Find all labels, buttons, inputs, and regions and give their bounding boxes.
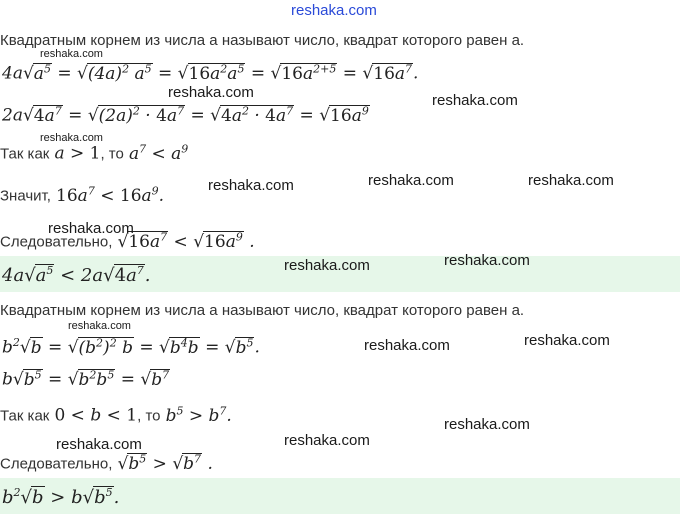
watermark: reshaka.com <box>56 436 142 453</box>
equation-b-line-2: $b√b^5 = √b^2b^5 = √b^7$ <box>2 368 170 390</box>
definition-b: Квадратным корнем из числа a называют число, квадрат которого равен a. <box>0 302 525 319</box>
watermark: reshaka.com <box>432 92 518 109</box>
answer-b: $b^2√b > b√b^5$. <box>2 486 120 508</box>
watermark: reshaka.com <box>208 177 294 194</box>
watermark: reshaka.com <box>168 84 254 101</box>
watermark: reshaka.com <box>444 416 530 433</box>
watermark: reshaka.com <box>524 332 610 349</box>
answer-a: $4a√a^5 < 2a√4a^7$. <box>2 264 151 286</box>
since-statement-a: Так как a > 1, то $a^7 < a^9$ <box>0 142 189 164</box>
watermark: reshaka.com <box>528 172 614 189</box>
hence-statement-a: Значит, $16a^7 < 16a^9$. <box>0 184 165 206</box>
watermark-site-link[interactable]: reshaka.com <box>291 2 377 19</box>
watermark: reshaka.com <box>284 257 370 274</box>
therefore-statement-a: Следовательно, $√16a^7 < √16a^9$ . <box>0 230 255 252</box>
watermark: reshaka.com <box>68 320 131 332</box>
watermark: reshaka.com <box>444 252 530 269</box>
watermark: reshaka.com <box>48 220 134 237</box>
since-statement-b: Так как 0 < b < 1, то $b^5 > b^7$. <box>0 404 232 426</box>
therefore-statement-b: Следовательно, $√b^5 > √b^7$ . <box>0 452 213 474</box>
watermark: reshaka.com <box>40 48 103 60</box>
watermark: reshaka.com <box>40 132 103 144</box>
watermark: reshaka.com <box>364 337 450 354</box>
definition-a: Квадратным корнем из числа a называют число, квадрат которого равен a. <box>0 32 525 49</box>
equation-a-line-1: $4a√a^5 = √(4a)^2$ $a^5 = √16a^2a^5 = √16a^{2+5} = √16a^7$. <box>2 62 419 84</box>
watermark: reshaka.com <box>368 172 454 189</box>
watermark: reshaka.com <box>284 432 370 449</box>
equation-a-line-2: $2a√4a^7 = √(2a)^2 \cdot 4a^7 = √4a^2 \cdot 4a^7 = √16a^9$ <box>2 104 369 126</box>
equation-b-line-1: $b^2√b = √(b^2)^2$ $b = √b^4b = √b^5$. <box>2 336 260 358</box>
